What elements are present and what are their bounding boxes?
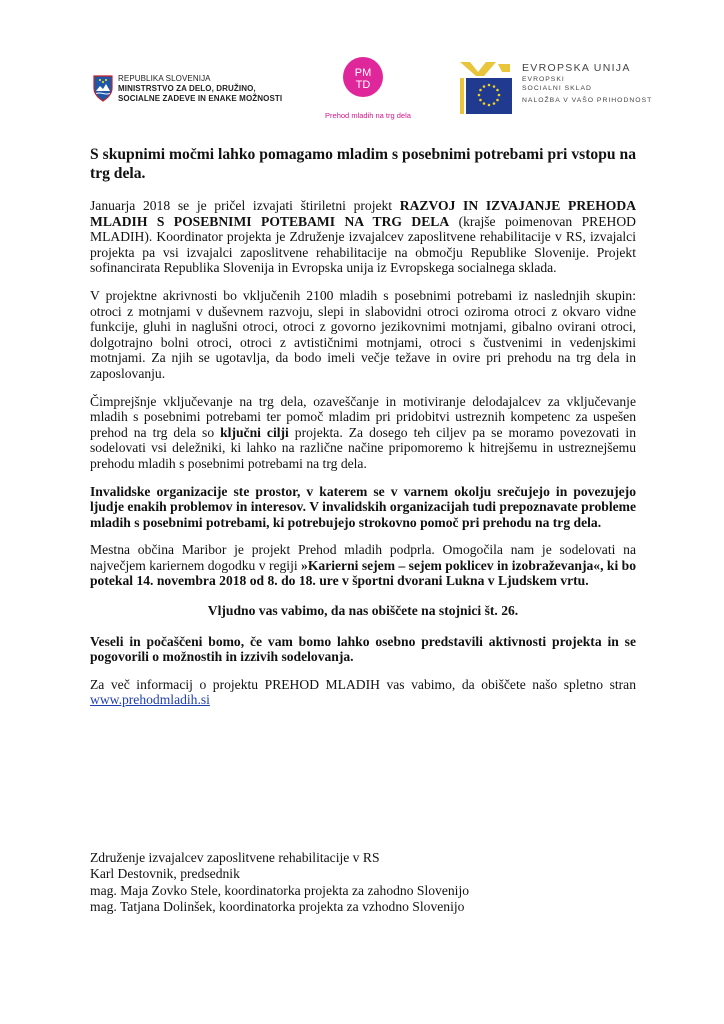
ministry-line-3: SOCIALNE ZADEVE IN ENAKE MOŽNOSTI	[118, 94, 283, 103]
paragraph-3	[90, 394, 636, 472]
project-name: RAZVOJ IN IZVAJANJE PREHODA MLADIH S POSEBNIMI POTEBAMI NA TRG DELA	[90, 198, 637, 229]
event-details: »Karierni sejem – sejem poklicev in izobraževanja«, ki bo potekal 14. novembra 2018 od 8. do 18. ure v športni dvorani Lukna v Ljudskem vrtu.	[90, 557, 636, 589]
paragraph-3-text-c: projekta. Za dosego teh ciljev pa se moramo povezovati in sodelovati vsi deležniki, ki lahko na različne načine pripomoremo k hitrejšemu in ustreznejšemu prehodu mladih s posebnimi potrebami na trg dela.	[90, 424, 636, 471]
paragraph-4: Invalidske organizacije ste prostor, v katerem se v varnem okolju srečujejo in povezujejo ljudje enakih problemov in interesov. V invalidskih organizacijah tudi prepoznavate probleme mladih s posebnimi potrebami, ki potrebujejo strokovno pomoč pri prehodu na trg dela.	[90, 483, 636, 530]
page-title: S skupnimi močmi lahko pomagamo mladim s posebnimi potrebami pri vstopu na trg dela.	[90, 146, 636, 182]
paragraph-7: Veseli in počaščeni bomo, če vam bomo lahko osebno predstavili aktivnosti projekta in se pogovorili o možnostih in izzivih sodelovanja.	[90, 633, 636, 665]
invitation-line: Vljudno vas vabimo, da nas obiščete na stojnici št. 26.	[207, 603, 519, 619]
eu-line-4: NALOŽBA V VAŠO PRIHODNOST	[522, 97, 653, 104]
svg-text:PM: PM	[354, 67, 372, 79]
paragraph-3-text-a: Čimprejšnje vključevanje na trg dela, ozaveščanje in motiviranje delodajalcev za vključevanje mladih s posebnimi potrebami ter pomoč mladim pri pridobitvi ustreznih kompetenc za uspešen prehod na trg dela so	[90, 393, 636, 440]
eu-text	[522, 62, 652, 105]
pmtd-logo-mark	[342, 56, 384, 98]
eu-line-2: EVROPSKI	[522, 76, 565, 83]
key-goals: ključni cilji	[220, 424, 289, 440]
ministry-name	[118, 74, 282, 104]
letter-body	[90, 145, 636, 720]
eu-flag-icon	[458, 58, 514, 118]
header-logos	[0, 48, 724, 138]
paragraph-1-text-a: Januarja 2018 se je pričel izvajati štiriletni projekt	[90, 198, 400, 213]
signature-line: Karl Destovnik, predsednik	[90, 866, 240, 882]
svg-text:TD: TD	[355, 79, 371, 91]
ministry-logo	[92, 68, 302, 118]
pmtd-caption: Prehod mladih na trg dela	[325, 111, 411, 120]
eu-line-3: SOCIALNI SKLAD	[522, 85, 592, 92]
paragraph-1	[90, 198, 636, 276]
paragraph-5	[90, 542, 636, 589]
ministry-line-2: MINISTRSTVO ZA DELO, DRUŽINO,	[118, 84, 256, 93]
paragraph-8-text: Za več informacij o projektu PREHOD MLADIH vas vabimo, da obiščete našo spletno stran	[90, 676, 636, 692]
signature-block	[90, 850, 636, 916]
signature-line: Združenje izvajalcev zaposlitvene rehabilitacije v RS	[90, 850, 380, 865]
pmtd-logo	[318, 56, 418, 136]
eu-line-1: EVROPSKA UNIJA	[522, 62, 631, 74]
signature-line: mag. Maja Zovko Stele, koordinatorka projekta za zahodno Slovenijo	[90, 882, 470, 898]
signature-line: mag. Tatjana Dolinšek, koordinatorka projekta za vzhodno Slovenijo	[90, 899, 465, 915]
slovenia-coat-of-arms-icon	[92, 74, 114, 102]
paragraph-1-text-c: (krajše poimenovan PREHOD MLADIH). Koordinator projekta je Združenje izvajalcev zaposlitvene rehabilitacije v RS, izvajalci projekta pa vsi izvajalci zaposlitvene rehabilitacije na območju Republike Slovenije. Projekt sofinancirata Republika Slovenija in Evropska unija iz Evropskega socialnega sklada.	[90, 213, 636, 276]
website-link[interactable]: www.prehodmladih.si	[90, 692, 210, 708]
ministry-line-1: REPUBLIKA SLOVENIJA	[118, 74, 211, 83]
paragraph-2: V projektne akrivnosti bo vključenih 2100 mladih s posebnimi potrebami iz naslednjih skupin: otroci z motnjami v duševnem razvoju, slepi in slabovidni otroci oziroma otroci z okvaro vidne funkcije, gluhi in naglušni otroci, otroci z govorno jezikovnimi motnjami, gibalno ovirani otroci, dolgotrajno bolni otroci, otroci z avtističnimi motnjami, otroci s čustvenimi in vedenjskimi motnjami. Za njih se ugotavlja, da bodo imeli večje težave in ovire pri prehodu na trg dela in zaposlovanju.	[90, 287, 636, 381]
eu-logo	[458, 58, 678, 128]
paragraph-8	[90, 677, 636, 708]
paragraph-5-text-a: Mestna občina Maribor je projekt Prehod mladih podprla. Omogočila nam je sodelovati na največjem kariernem dogodku v regiji	[90, 542, 636, 573]
